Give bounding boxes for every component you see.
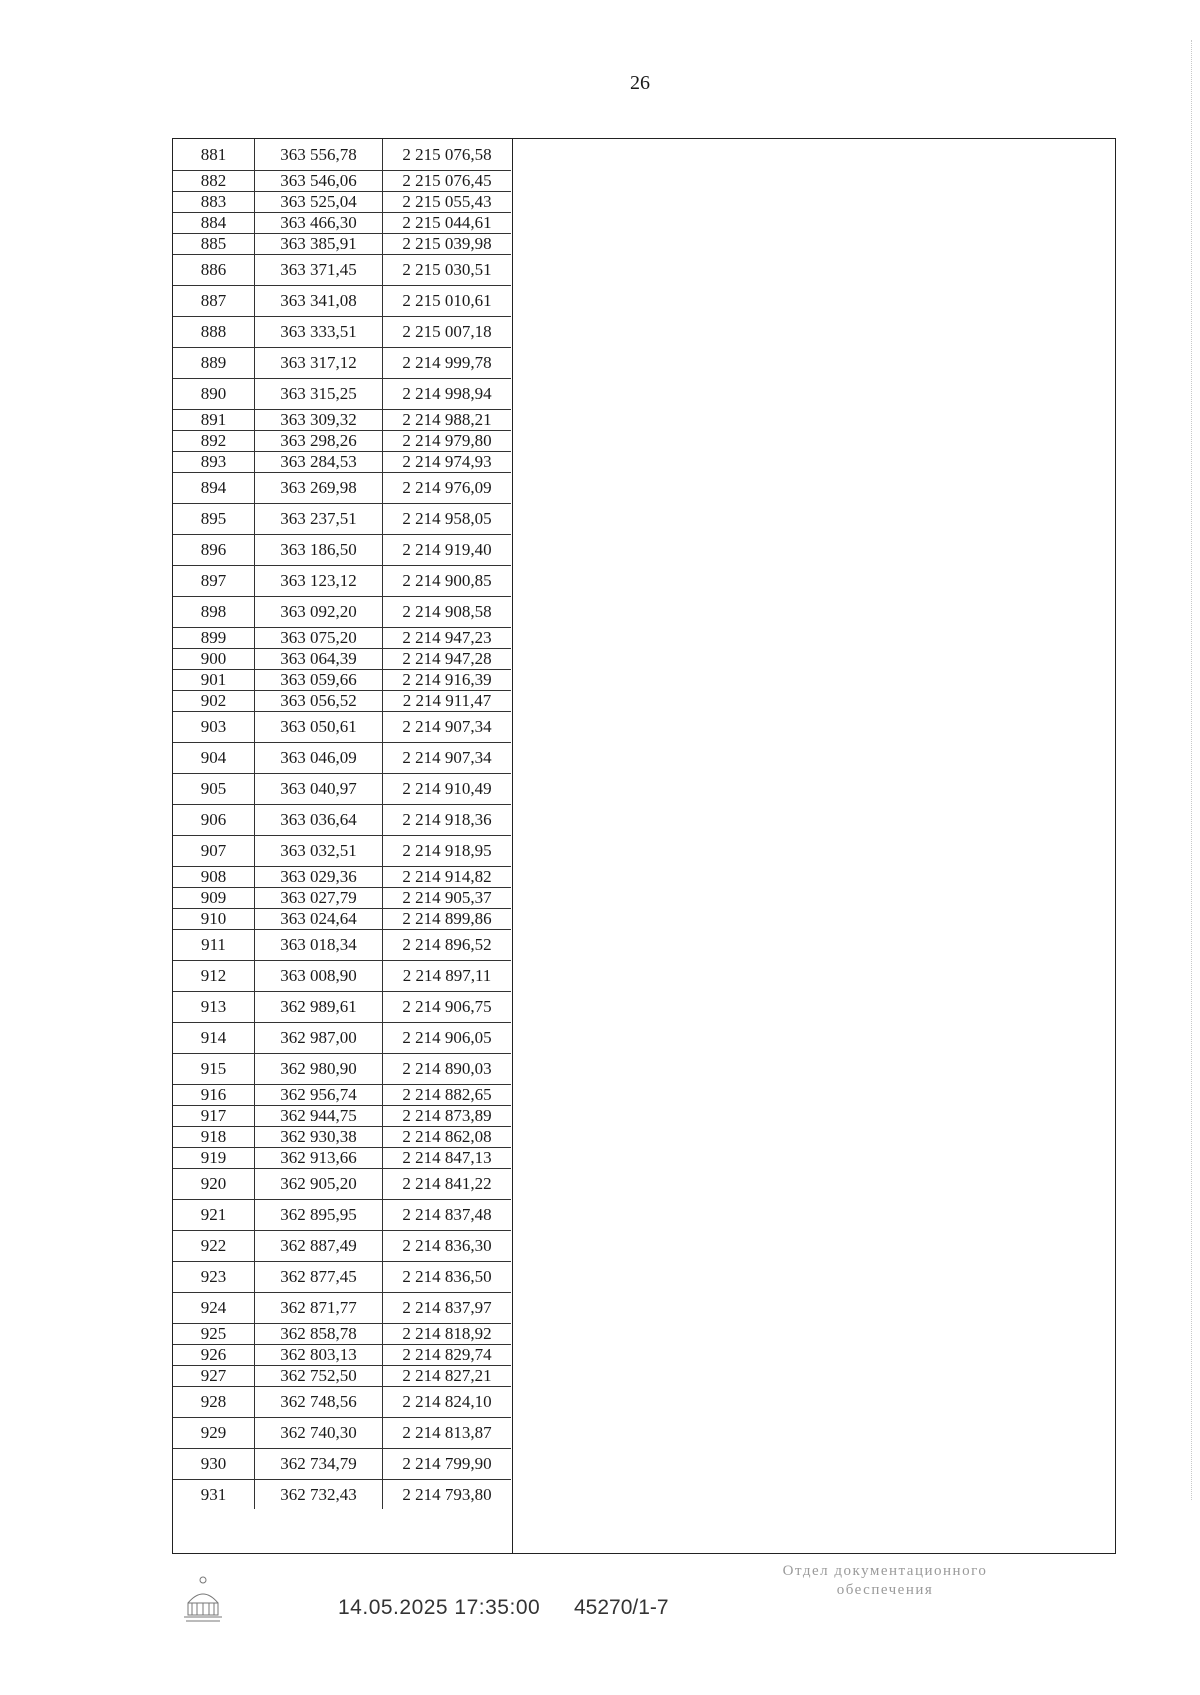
coordinate-x-cell: 363 315,25: [255, 379, 383, 409]
point-number-cell: 895: [173, 504, 255, 534]
table-row: [173, 473, 511, 504]
point-number-cell: 928: [173, 1387, 255, 1417]
table-row: [173, 1127, 511, 1148]
coordinate-x-cell: 363 237,51: [255, 504, 383, 534]
table-row: [173, 1023, 511, 1054]
coordinate-y-cell: 2 214 907,34: [402, 748, 492, 767]
point-number-cell: 911: [173, 930, 255, 960]
coordinate-y-cell: 2 214 905,37: [402, 888, 492, 907]
point-number-cell: 883: [173, 192, 255, 212]
table-row: [173, 1293, 511, 1324]
coordinate-y-cell: 2 214 908,58: [402, 602, 492, 621]
table-row: [173, 1085, 511, 1106]
point-number-cell: 922: [173, 1231, 255, 1261]
coordinate-y-cell: 2 214 793,80: [402, 1484, 492, 1504]
table-row: [173, 234, 511, 255]
coordinate-y-cell: 2 214 979,80: [402, 431, 492, 450]
table-row: [173, 1324, 511, 1345]
point-number-cell: 897: [173, 566, 255, 596]
coordinate-x-cell: 362 987,00: [255, 1023, 383, 1053]
coordinate-y-cell: 2 214 910,49: [402, 779, 492, 798]
coordinate-x-cell: 362 989,61: [255, 992, 383, 1022]
coordinate-y-cell: 2 214 911,47: [402, 691, 492, 710]
coordinate-y-cell: 2 214 907,34: [402, 717, 492, 736]
table-row: [173, 1480, 511, 1509]
point-number-cell: 908: [173, 867, 255, 887]
coordinate-y-cell: 2 214 837,97: [402, 1298, 492, 1317]
point-number-cell: 916: [173, 1085, 255, 1105]
point-number-cell: 918: [173, 1127, 255, 1147]
coordinate-y-cell: 2 214 918,36: [402, 810, 492, 829]
coordinate-x-cell: 362 930,38: [255, 1127, 383, 1147]
coordinate-x-cell: 363 123,12: [255, 566, 383, 596]
coordinate-x-cell: 362 905,20: [255, 1169, 383, 1199]
table-row: [173, 888, 511, 909]
table-row: [173, 1169, 511, 1200]
table-row: [173, 628, 511, 649]
coordinate-x-cell: 363 075,20: [255, 628, 383, 648]
table-row: [173, 930, 511, 961]
table-row: [173, 213, 511, 234]
coordinate-y-cell: 2 215 010,61: [402, 291, 492, 310]
coordinate-x-cell: 363 309,32: [255, 410, 383, 430]
point-number-cell: 919: [173, 1148, 255, 1168]
coordinate-y-cell: 2 214 914,82: [402, 867, 492, 886]
point-number-cell: 885: [173, 234, 255, 254]
coordinate-y-cell: 2 214 813,87: [402, 1423, 492, 1442]
point-number-cell: 905: [173, 774, 255, 804]
table-row: [173, 410, 511, 431]
coordinate-y-cell: 2 214 799,90: [402, 1454, 492, 1473]
coordinate-y-cell: 2 215 044,61: [402, 213, 492, 232]
coordinate-x-cell: 362 740,30: [255, 1418, 383, 1448]
coordinate-y-cell: 2 215 055,43: [402, 192, 492, 211]
point-number-cell: 890: [173, 379, 255, 409]
stamp-line-1: Отдел документационного: [782, 1563, 988, 1579]
table-row: [173, 379, 511, 410]
coordinate-x-cell: 363 064,39: [255, 649, 383, 669]
coordinate-y-cell: 2 214 916,39: [402, 670, 492, 689]
coordinate-y-cell: 2 214 947,28: [402, 649, 492, 668]
coordinate-x-cell: 362 803,13: [255, 1345, 383, 1365]
coordinate-y-cell: 2 215 076,45: [402, 171, 492, 190]
coordinate-x-cell: 363 556,78: [255, 139, 383, 170]
coordinate-x-cell: 363 032,51: [255, 836, 383, 866]
coordinate-x-cell: 363 040,97: [255, 774, 383, 804]
coordinate-y-cell: 2 214 998,94: [402, 384, 492, 403]
coordinate-x-cell: 362 980,90: [255, 1054, 383, 1084]
table-row: [173, 286, 511, 317]
table-row: [173, 1054, 511, 1085]
coordinate-x-cell: 363 525,04: [255, 192, 383, 212]
scan-edge-marks: [1187, 40, 1192, 1500]
point-number-cell: 930: [173, 1449, 255, 1479]
coordinate-x-cell: 362 871,77: [255, 1293, 383, 1323]
coordinate-x-cell: 363 059,66: [255, 670, 383, 690]
table-row: [173, 535, 511, 566]
table-row: [173, 691, 511, 712]
table-row: [173, 774, 511, 805]
point-number-cell: 931: [173, 1480, 255, 1509]
coordinate-y-cell: 2 214 976,09: [402, 478, 492, 497]
table-row: [173, 649, 511, 670]
coordinate-x-cell: 363 284,53: [255, 452, 383, 472]
point-number-cell: 889: [173, 348, 255, 378]
coordinate-x-cell: 362 956,74: [255, 1085, 383, 1105]
table-row: [173, 431, 511, 452]
table-row: [173, 1449, 511, 1480]
coordinate-y-cell: 2 214 827,21: [402, 1366, 492, 1385]
coordinate-x-cell: 363 466,30: [255, 213, 383, 233]
coordinate-x-cell: 362 877,45: [255, 1262, 383, 1292]
footer-datetime: 14.05.2025 17:35:00: [338, 1596, 541, 1619]
point-number-cell: 912: [173, 961, 255, 991]
page-number: 26: [630, 72, 650, 94]
point-number-cell: 903: [173, 712, 255, 742]
coordinate-x-cell: 363 029,36: [255, 867, 383, 887]
coordinate-x-cell: 363 371,45: [255, 255, 383, 285]
table-row: [173, 1148, 511, 1169]
point-number-cell: 920: [173, 1169, 255, 1199]
point-number-cell: 901: [173, 670, 255, 690]
point-number-cell: 925: [173, 1324, 255, 1344]
coordinate-x-cell: 362 858,78: [255, 1324, 383, 1344]
table-row: [173, 192, 511, 213]
point-number-cell: 907: [173, 836, 255, 866]
table-row: [173, 1418, 511, 1449]
coordinate-y-cell: 2 214 918,95: [402, 841, 492, 860]
coordinate-y-cell: 2 214 836,30: [402, 1236, 492, 1255]
coordinate-y-cell: 2 214 824,10: [402, 1392, 492, 1411]
point-number-cell: 900: [173, 649, 255, 669]
coordinate-y-cell: 2 214 988,21: [402, 410, 492, 429]
point-number-cell: 896: [173, 535, 255, 565]
coordinate-x-cell: 363 269,98: [255, 473, 383, 503]
coordinate-y-cell: 2 214 829,74: [402, 1345, 492, 1364]
coordinate-x-cell: 363 050,61: [255, 712, 383, 742]
point-number-cell: 894: [173, 473, 255, 503]
coordinate-y-cell: 2 214 896,52: [402, 935, 492, 954]
table-row: [173, 171, 511, 192]
coordinate-x-cell: 363 092,20: [255, 597, 383, 627]
table-row: [173, 504, 511, 535]
coordinate-y-cell: 2 215 039,98: [402, 234, 492, 253]
table-row: [173, 805, 511, 836]
coordinate-y-cell: 2 214 899,86: [402, 909, 492, 928]
coordinate-y-cell: 2 214 958,05: [402, 509, 492, 528]
coordinate-y-cell: 2 214 906,05: [402, 1028, 492, 1047]
coordinate-x-cell: 363 056,52: [255, 691, 383, 711]
point-number-cell: 906: [173, 805, 255, 835]
point-number-cell: 923: [173, 1262, 255, 1292]
table-row: [173, 139, 511, 171]
table-row: [173, 1200, 511, 1231]
coordinate-y-cell: 2 214 862,08: [402, 1127, 492, 1146]
table-row: [173, 1262, 511, 1293]
table-row: [173, 670, 511, 691]
point-number-cell: 902: [173, 691, 255, 711]
stamp-line-2: обеспечения: [836, 1582, 934, 1598]
coordinate-x-cell: 362 913,66: [255, 1148, 383, 1168]
coordinate-x-cell: 362 732,43: [255, 1480, 383, 1509]
table-row: [173, 1345, 511, 1366]
point-number-cell: 898: [173, 597, 255, 627]
coordinate-y-cell: 2 214 836,50: [402, 1267, 492, 1286]
coordinates-table: [173, 139, 513, 1553]
emblem-logo-icon: [180, 1575, 226, 1625]
coordinate-y-cell: 2 214 974,93: [402, 452, 492, 471]
coordinate-x-cell: 363 546,06: [255, 171, 383, 191]
footer-document-number: 45270/1-7: [574, 1596, 669, 1619]
point-number-cell: 910: [173, 909, 255, 929]
table-row: [173, 255, 511, 286]
coordinate-x-cell: 363 008,90: [255, 961, 383, 991]
point-number-cell: 891: [173, 410, 255, 430]
table-row: [173, 597, 511, 628]
table-row: [173, 317, 511, 348]
table-row: [173, 992, 511, 1023]
coordinate-x-cell: 362 734,79: [255, 1449, 383, 1479]
coordinate-y-cell: 2 214 919,40: [402, 540, 492, 559]
table-row: [173, 867, 511, 888]
coordinate-x-cell: 363 046,09: [255, 743, 383, 773]
department-stamp: [720, 1562, 1050, 1600]
coordinate-x-cell: 363 018,34: [255, 930, 383, 960]
coordinate-y-cell: 2 214 818,92: [402, 1324, 492, 1343]
point-number-cell: 921: [173, 1200, 255, 1230]
coordinate-y-cell: 2 214 900,85: [402, 571, 492, 590]
point-number-cell: 914: [173, 1023, 255, 1053]
coordinate-x-cell: 362 944,75: [255, 1106, 383, 1126]
coordinate-y-cell: 2 214 841,22: [402, 1174, 492, 1193]
point-number-cell: 929: [173, 1418, 255, 1448]
coordinate-x-cell: 363 385,91: [255, 234, 383, 254]
coordinate-x-cell: 362 752,50: [255, 1366, 383, 1386]
table-row: [173, 1106, 511, 1127]
coordinate-y-cell: 2 215 030,51: [402, 260, 492, 279]
table-row: [173, 1366, 511, 1387]
coordinate-x-cell: 362 895,95: [255, 1200, 383, 1230]
point-number-cell: 888: [173, 317, 255, 347]
table-row: [173, 743, 511, 774]
point-number-cell: 881: [173, 139, 255, 170]
point-number-cell: 927: [173, 1366, 255, 1386]
point-number-cell: 882: [173, 171, 255, 191]
point-number-cell: 915: [173, 1054, 255, 1084]
coordinate-y-cell: 2 214 897,11: [402, 966, 492, 985]
table-row: [173, 1231, 511, 1262]
point-number-cell: 899: [173, 628, 255, 648]
table-row: [173, 348, 511, 379]
coordinate-x-cell: 362 887,49: [255, 1231, 383, 1261]
coordinate-y-cell: 2 214 873,89: [402, 1106, 492, 1125]
coordinate-x-cell: 363 036,64: [255, 805, 383, 835]
coordinate-x-cell: 363 186,50: [255, 535, 383, 565]
coordinate-y-cell: 2 214 999,78: [402, 353, 492, 372]
point-number-cell: 917: [173, 1106, 255, 1126]
coordinate-y-cell: 2 214 837,48: [402, 1205, 492, 1224]
table-row: [173, 566, 511, 597]
coordinate-x-cell: 363 027,79: [255, 888, 383, 908]
coordinate-x-cell: 363 317,12: [255, 348, 383, 378]
coordinate-x-cell: 362 748,56: [255, 1387, 383, 1417]
coordinate-y-cell: 2 214 947,23: [402, 628, 492, 647]
coordinate-y-cell: 2 215 076,58: [402, 144, 492, 164]
coordinates-table-frame: [172, 138, 1116, 1554]
table-row: [173, 909, 511, 930]
coordinate-x-cell: 363 333,51: [255, 317, 383, 347]
table-row: [173, 452, 511, 473]
coordinate-y-cell: 2 215 007,18: [402, 322, 492, 341]
coordinate-x-cell: 363 298,26: [255, 431, 383, 451]
table-row: [173, 1387, 511, 1418]
point-number-cell: 909: [173, 888, 255, 908]
point-number-cell: 893: [173, 452, 255, 472]
point-number-cell: 884: [173, 213, 255, 233]
point-number-cell: 904: [173, 743, 255, 773]
coordinate-y-cell: 2 214 882,65: [402, 1085, 492, 1104]
table-row: [173, 836, 511, 867]
point-number-cell: 913: [173, 992, 255, 1022]
point-number-cell: 924: [173, 1293, 255, 1323]
point-number-cell: 892: [173, 431, 255, 451]
coordinate-y-cell: 2 214 906,75: [402, 997, 492, 1016]
coordinate-y-cell: 2 214 890,03: [402, 1059, 492, 1078]
point-number-cell: 886: [173, 255, 255, 285]
table-row: [173, 712, 511, 743]
coordinate-x-cell: 363 024,64: [255, 909, 383, 929]
coordinate-x-cell: 363 341,08: [255, 286, 383, 316]
point-number-cell: 926: [173, 1345, 255, 1365]
table-row: [173, 961, 511, 992]
coordinate-y-cell: 2 214 847,13: [402, 1148, 492, 1167]
point-number-cell: 887: [173, 286, 255, 316]
